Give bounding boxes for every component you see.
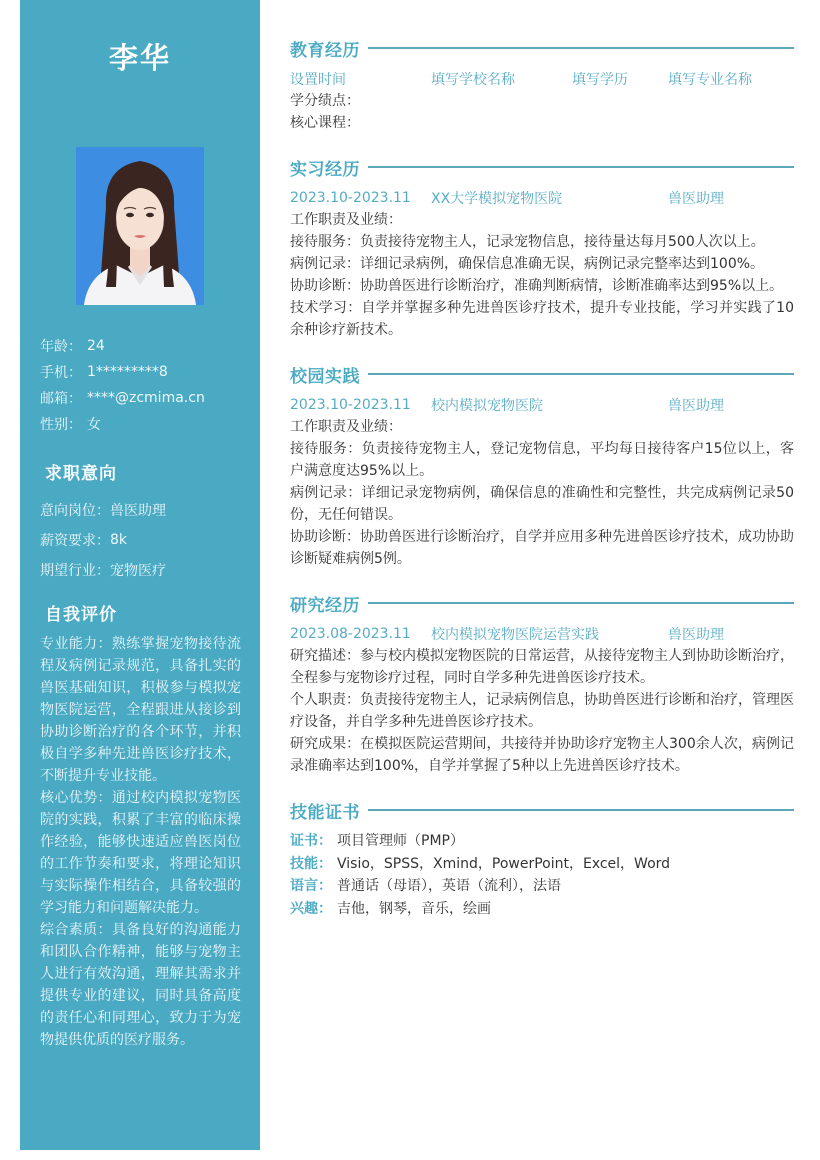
detail-line: 协助诊断：协助兽医进行诊断治疗，自学并应用多种先进兽医诊疗技术，成功协助诊断疑难病例5例。: [290, 529, 794, 567]
skill-label: 技能：: [290, 855, 332, 872]
info-phone: [40, 359, 250, 385]
detail-line: 工作职责及业绩：: [290, 419, 402, 435]
info-value: 1*********8: [87, 364, 168, 380]
intent-label: 意向岗位：: [40, 503, 110, 519]
info-age: [40, 333, 250, 359]
section-header: [290, 154, 794, 180]
campus-row: [290, 394, 794, 416]
skill-hobby: [290, 898, 794, 921]
info-value: 女: [87, 417, 101, 433]
education-time: 设置时间: [290, 72, 346, 88]
detail-line: 协助诊断：协助兽医进行诊断治疗，准确判断病情，诊断准确率达到95%以上。: [290, 278, 784, 294]
info-label: 性别：: [40, 417, 82, 433]
section-header: [290, 35, 794, 61]
detail-line: 技术学习：自学并掌握多种先进兽医诊疗技术，提升专业技能，学习并实践了10余种诊疗新技术。: [290, 300, 794, 338]
detail-line: 病例记录：详细记录病例，确保信息准确无误，病例记录完整率达到100%。: [290, 256, 765, 272]
internship-section: [290, 154, 794, 341]
education-row: [290, 68, 794, 90]
detail-line: 研究成果：在模拟医院运营期间，共接待并协助诊疗宠物主人300余人次，病例记录准确率达到100%，自学并掌握了5种以上先进兽医诊疗技术。: [290, 736, 794, 774]
info-label: 手机：: [40, 365, 82, 381]
section-divider: [368, 809, 794, 811]
skills-list: [290, 830, 794, 920]
campus-role: 兽医助理: [668, 398, 724, 414]
section-title: 研究经历: [290, 595, 360, 616]
internship-org: XX大学模拟宠物医院: [431, 191, 563, 207]
info-gender: [40, 411, 250, 437]
research-role: 兽医助理: [668, 627, 724, 643]
skill-certificate: [290, 830, 794, 853]
section-divider: [368, 602, 794, 604]
self-eval-text: [40, 633, 241, 1051]
education-details: [290, 90, 794, 134]
skill-value: 项目管理师（PMP）: [337, 833, 464, 849]
section-header: [290, 797, 794, 823]
self-eval-heading: 自我评价: [45, 605, 117, 625]
intent-label: 薪资要求：: [40, 533, 110, 549]
detail-line: 工作职责及业绩：: [290, 212, 402, 228]
internship-time: 2023.10-2023.11: [290, 190, 411, 206]
skill-value: 普通话（母语），英语（流利），法语: [337, 878, 561, 894]
section-title: 教育经历: [290, 40, 360, 61]
detail-line: 个人职责：负责接待宠物主人，记录病例信息，协助兽医进行诊断和治疗，管理医疗设备，并自学多种先进兽医诊疗技术。: [290, 692, 794, 730]
info-email: [40, 385, 250, 411]
campus-org: 校内模拟宠物医院: [431, 398, 543, 414]
self-eval-paragraph: 综合素质：具备良好的沟通能力和团队合作精神，能够与宠物主人进行有效沟通，理解其需求并提供专业的建议，同时具备高度的责任心和同理心，致力于为宠物提供优质的医疗服务。: [40, 922, 241, 1048]
research-section: [290, 590, 794, 777]
self-eval-paragraph: 核心优势：通过校内模拟宠物医院的实践，积累了丰富的临床操作经验，能够快速适应兽医岗位的工作节奏和要求，将理论知识与实际操作相结合，具备较强的学习能力和问题解决能力。: [40, 790, 241, 916]
section-divider: [368, 47, 794, 49]
education-major: 填写专业名称: [668, 72, 752, 88]
section-title: 实习经历: [290, 159, 360, 180]
campus-time: 2023.10-2023.11: [290, 397, 411, 413]
internship-row: [290, 187, 794, 209]
intent-value: 兽医助理: [110, 503, 166, 519]
education-courses: 核心课程：: [290, 115, 360, 131]
intent-label: 期望行业：: [40, 563, 110, 579]
job-intent-list: [40, 495, 250, 585]
skills-section: [290, 797, 794, 920]
research-time: 2023.08-2023.11: [290, 626, 411, 642]
section-header: [290, 361, 794, 387]
education-school: 填写学校名称: [431, 72, 515, 88]
detail-line: 接待服务：负责接待宠物主人，记录宠物信息，接待量达每月500人次以上。: [290, 234, 765, 250]
section-divider: [368, 166, 794, 168]
education-section: [290, 35, 794, 134]
internship-details: [290, 209, 794, 341]
info-label: 邮箱：: [40, 391, 82, 407]
education-gpa: 学分绩点：: [290, 93, 360, 109]
research-row: [290, 623, 794, 645]
research-org: 校内模拟宠物医院运营实践: [431, 627, 599, 643]
skill-label: 证书：: [290, 833, 332, 849]
internship-role: 兽医助理: [668, 191, 724, 207]
job-intent-heading: 求职意向: [45, 464, 117, 484]
info-value: 24: [87, 338, 105, 354]
section-title: 技能证书: [290, 802, 360, 823]
detail-line: 接待服务：负责接待宠物主人，登记宠物信息，平均每日接待客户15位以上，客户满意度达95%以上。: [290, 441, 794, 479]
personal-info: [40, 333, 250, 437]
intent-salary: [40, 525, 250, 555]
skill-language: [290, 875, 794, 898]
info-label: 年龄：: [40, 339, 82, 355]
detail-line: 病例记录：详细记录宠物病例，确保信息的准确性和完整性，共完成病例记录50份，无任何错误。: [290, 485, 794, 523]
skill-label: 兴趣：: [290, 900, 332, 917]
campus-details: [290, 416, 794, 570]
portrait-photo: [76, 147, 204, 305]
research-details: [290, 645, 794, 777]
self-eval-paragraph: 专业能力：熟练掌握宠物接待流程及病例记录规范，具备扎实的兽医基础知识，积极参与模拟宠物医院运营，全程跟进从接诊到协助诊断治疗的各个环节，并积极自学多种先进兽医诊疗技术，不断提升专业技能。: [40, 636, 241, 784]
sidebar: [20, 0, 260, 1150]
portrait-image-icon: [76, 147, 204, 305]
skill-label: 语言：: [290, 878, 332, 894]
skill-value: Visio，SPSS，Xmind，PowerPoint，Excel，Word: [337, 855, 671, 872]
intent-position: [40, 495, 250, 525]
intent-industry: [40, 555, 250, 585]
detail-line: 研究描述：参与校内模拟宠物医院的日常运营，从接待宠物主人到协助诊断治疗，全程参与宠物诊疗过程，同时自学多种先进兽医诊疗技术。: [290, 648, 794, 686]
intent-value: 宠物医疗: [110, 563, 166, 579]
info-value: ****@zcmima.cn: [87, 390, 205, 406]
education-degree: 填写学历: [572, 72, 628, 88]
skill-value: 吉他，钢琴，音乐，绘画: [337, 900, 491, 917]
intent-value: 8k: [110, 532, 128, 548]
section-title: 校园实践: [290, 366, 360, 387]
campus-section: [290, 361, 794, 570]
candidate-name: 李华: [108, 41, 171, 75]
section-divider: [368, 373, 794, 375]
section-header: [290, 590, 794, 616]
skill-software: [290, 853, 794, 876]
